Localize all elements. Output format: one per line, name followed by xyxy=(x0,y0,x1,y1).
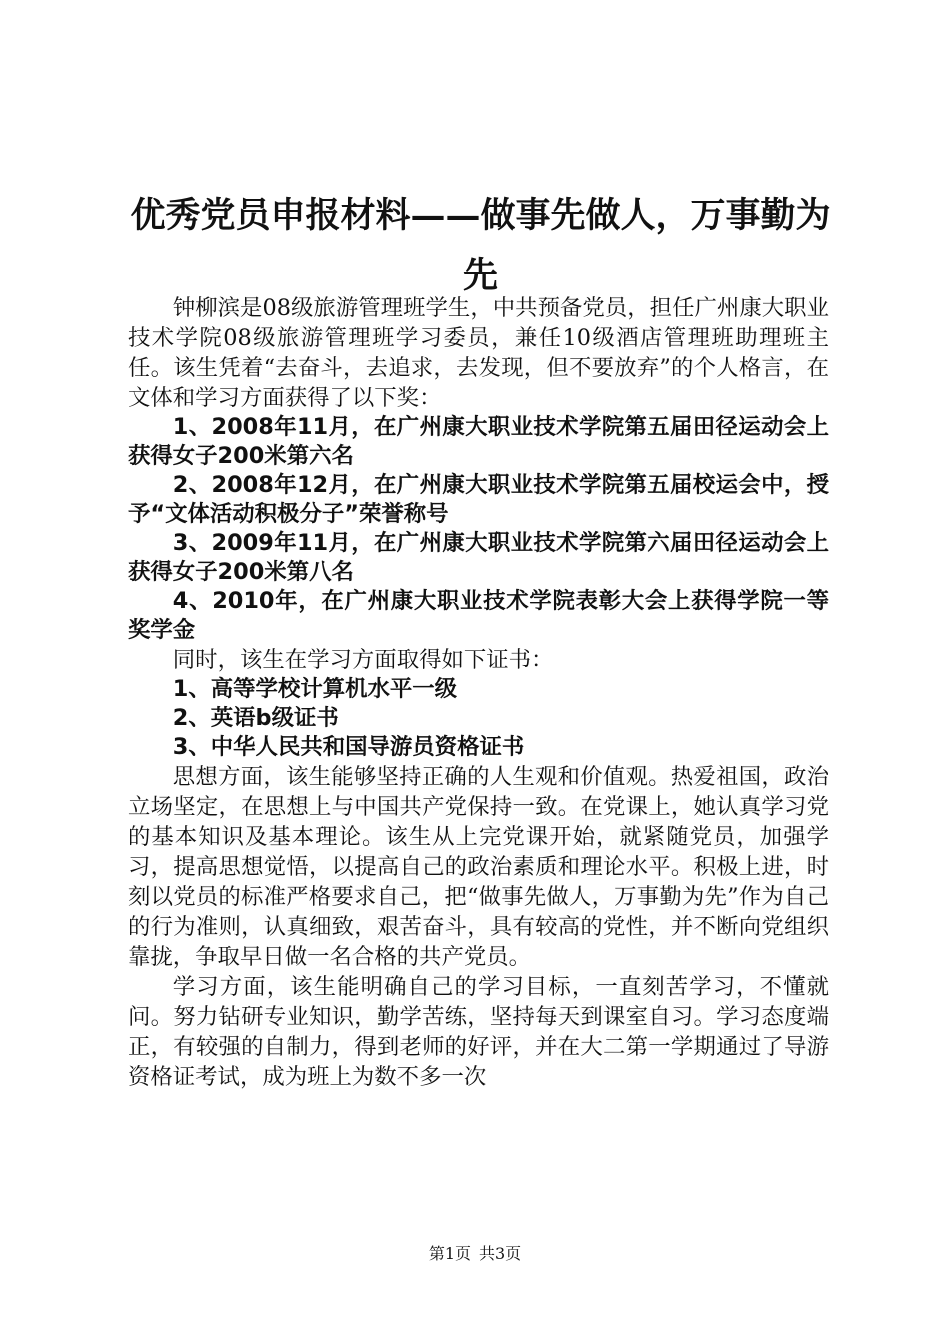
paragraph-study: 学习方面，该生能明确自己的学习目标，一直刻苦学习，不懂就问。努力钻研专业知识，勤学苦练，坚持每天到课室自习。学习态度端正，有较强的自制力，得到老师的好评，并在大二第一学期通过了导游资格证考试，成为班上为数不多一次 xyxy=(128,974,829,1090)
certificate-item-2: 2、英语b级证书 xyxy=(172,705,339,731)
award-item-2: 2、2008年12月，在广州康大职业技术学院第五届校运会中，授予“文体活动积极分子”荣誉称号 xyxy=(128,472,829,527)
certificate-item-1: 1、高等学校计算机水平一级 xyxy=(172,676,458,702)
paragraph-ideology: 思想方面，该生能够坚持正确的人生观和价值观。热爱祖国，政治立场坚定，在思想上与中国共产党保持一致。在党课上，她认真学习党的基本知识及基本理论。该生从上完党课开始，就紧随党员，加强学习，提高思想觉悟，以提高自己的政治素质和理论水平。积极上进，时刻以党员的标准严格要求自己，把“做事先做人，万事勤为先”作为自己的行为准则，认真细致，艰苦奋斗，具有较高的党性，并不断向党组织靠拢，争取早日做一名合格的共产党员。 xyxy=(128,764,829,970)
award-item-3: 3、2009年11月，在广州康大职业技术学院第六届田径运动会上获得女子200米第八名 xyxy=(128,530,829,585)
award-item-1: 1、2008年11月，在广州康大职业技术学院第五届田径运动会上获得女子200米第六名 xyxy=(128,414,829,469)
document-title: 优秀党员申报材料——做事先做人，万事勤为先 xyxy=(130,195,831,296)
paragraph-certificates-intro: 同时，该生在学习方面取得如下证书： xyxy=(172,647,554,673)
paragraph-intro: 钟柳滨是08级旅游管理班学生，中共预备党员，担任广州康大职业技术学院08级旅游管理班学习委员，兼任10级酒店管理班助理班主任。该生凭着“去奋斗，去追求，去发现，但不要放弃”的个人格言，在文体和学习方面获得了以下奖： xyxy=(128,295,829,411)
page-number: 第1页 xyxy=(428,1244,471,1263)
award-item-4: 4、2010年，在广州康大职业技术学院表彰大会上获得学院一等奖学金 xyxy=(128,588,829,643)
page-total: 共3页 xyxy=(479,1244,522,1263)
document-body xyxy=(128,293,829,1092)
page-footer xyxy=(0,1243,950,1265)
certificate-item-3: 3、中华人民共和国导游员资格证书 xyxy=(172,734,525,760)
